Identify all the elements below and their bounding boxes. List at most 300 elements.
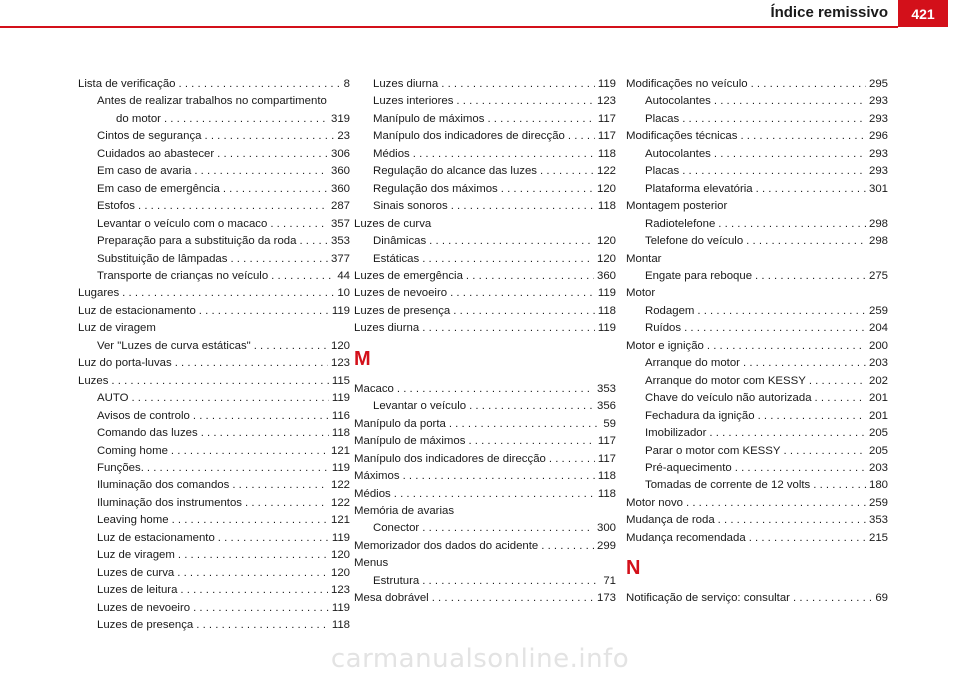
- index-entry: [78, 512, 350, 529]
- index-term: Placas: [645, 165, 680, 178]
- index-term: Avisos de controlo: [97, 409, 190, 422]
- index-term: Modificações no veículo: [626, 78, 748, 90]
- index-term: Iluminação dos instrumentos: [97, 496, 242, 509]
- index-term: Luzes de presença: [354, 304, 451, 317]
- index-entry: [78, 93, 350, 110]
- index-entry: [78, 268, 350, 285]
- dot-leader: [394, 486, 595, 503]
- index-page-number: 120: [596, 235, 616, 248]
- index-entry: [626, 268, 888, 285]
- dot-leader: [568, 128, 595, 145]
- index-term: Tomadas de corrente de 12 volts: [645, 479, 811, 492]
- index-term: Luzes de nevoeiro: [97, 601, 191, 614]
- section-letter-n: N: [626, 557, 641, 580]
- dot-leader: [709, 425, 866, 442]
- index-entry: [626, 198, 888, 215]
- index-entry: [78, 547, 350, 564]
- dot-leader: [245, 495, 328, 512]
- dot-leader: [178, 547, 328, 564]
- index-page-number: 259: [868, 496, 888, 509]
- index-column-2: [354, 76, 616, 608]
- index-page-number: 119: [597, 287, 616, 300]
- index-page-number: 201: [868, 409, 888, 422]
- index-entry: [626, 233, 888, 250]
- index-term: Lista de verificação: [78, 78, 176, 90]
- dot-leader: [271, 268, 334, 285]
- index-term: Luzes diurna: [354, 322, 420, 335]
- index-entry: [78, 460, 350, 477]
- index-term: Ver "Luzes de curva estáticas": [97, 339, 251, 352]
- index-page-number: 120: [330, 339, 350, 352]
- dot-leader: [164, 111, 328, 128]
- index-term: Luz de viragem: [78, 322, 156, 335]
- index-entry: [354, 93, 616, 110]
- index-page-number: 119: [331, 304, 350, 317]
- index-entry: [354, 198, 616, 215]
- dot-leader: [549, 451, 595, 468]
- index-term: Memória de avarias: [354, 504, 455, 517]
- index-entry: [78, 303, 350, 320]
- index-entry: [354, 590, 616, 607]
- index-page-number: 122: [596, 165, 616, 178]
- dot-leader: [707, 338, 866, 355]
- index-page-number: 377: [330, 252, 350, 265]
- index-term: Radiotelefone: [645, 217, 716, 230]
- index-entry: [626, 477, 888, 494]
- dot-leader: [441, 76, 595, 93]
- index-entry: [78, 425, 350, 442]
- index-term: Regulação do alcance das luzes: [373, 165, 538, 178]
- index-term: Telefone do veículo: [645, 235, 744, 248]
- dot-leader: [218, 530, 329, 547]
- index-page-number: 120: [330, 549, 350, 562]
- index-page-number: 296: [868, 130, 888, 143]
- index-page-number: 357: [330, 217, 350, 230]
- dot-leader: [743, 355, 866, 372]
- index-term: Lugares: [78, 287, 120, 300]
- index-entry: [626, 146, 888, 163]
- dot-leader: [196, 617, 329, 634]
- index-entry: [626, 251, 888, 268]
- page-header: [0, 0, 960, 27]
- index-page-number: 204: [868, 322, 888, 335]
- index-page-number: 117: [597, 452, 616, 465]
- dot-leader: [456, 93, 594, 110]
- index-term: Plataforma elevatória: [645, 182, 753, 195]
- index-entry: [626, 408, 888, 425]
- index-term: Macaco: [354, 382, 394, 395]
- index-page-number: 120: [330, 566, 350, 579]
- index-term: AUTO: [97, 392, 129, 405]
- dot-leader: [783, 443, 866, 460]
- index-entry: [626, 163, 888, 180]
- dot-leader: [815, 390, 866, 407]
- dot-leader: [193, 408, 329, 425]
- dot-leader: [758, 408, 866, 425]
- index-term: Luzes de nevoeiro: [354, 287, 448, 300]
- dot-leader: [179, 76, 341, 93]
- index-entry: [626, 338, 888, 355]
- index-page-number: 117: [597, 130, 616, 143]
- index-term: Luzes de curva: [97, 566, 175, 579]
- dot-leader: [714, 146, 866, 163]
- index-entry: [626, 93, 888, 110]
- dot-leader: [147, 460, 329, 477]
- index-page-number: 293: [868, 112, 888, 125]
- dot-leader: [422, 520, 594, 537]
- index-entry: [626, 373, 888, 390]
- index-page-number: 215: [868, 531, 888, 544]
- index-term: Preparação para a substituição da roda: [97, 235, 297, 248]
- dot-leader: [193, 600, 329, 617]
- index-term: Manípulo de máximos: [354, 435, 466, 448]
- index-term: Arranque do motor com KESSY: [645, 374, 806, 387]
- index-entry: [354, 468, 616, 485]
- dot-leader: [749, 530, 866, 547]
- index-entry: [626, 303, 888, 320]
- index-term: Motor: [626, 287, 656, 300]
- dot-leader: [468, 433, 594, 450]
- index-entry: [354, 433, 616, 450]
- dot-leader: [204, 128, 334, 145]
- index-entry: [626, 443, 888, 460]
- index-term: Manípulo dos indicadores de direcção: [373, 130, 565, 143]
- index-term: Em caso de avaria: [97, 165, 192, 178]
- index-entry: [354, 128, 616, 145]
- index-term: Rodagem: [645, 304, 695, 317]
- index-entry: [78, 198, 350, 215]
- dot-leader: [541, 538, 594, 555]
- index-entry: [354, 451, 616, 468]
- index-term: Mudança recomendada: [626, 531, 746, 544]
- index-page-number: 293: [868, 95, 888, 108]
- index-term: Em caso de emergência: [97, 182, 220, 195]
- index-term: Estáticas: [373, 252, 420, 265]
- index-entry: [354, 486, 616, 503]
- index-term: Luzes de curva: [354, 217, 432, 230]
- index-term: Comando das luzes: [97, 427, 198, 440]
- dot-leader: [487, 111, 594, 128]
- dot-leader: [422, 320, 595, 337]
- index-term: Luz de estacionamento: [78, 304, 196, 317]
- index-term: Motor e ignição: [626, 339, 704, 352]
- index-entry: [626, 390, 888, 407]
- dot-leader: [175, 355, 328, 372]
- index-entry: [78, 495, 350, 512]
- index-term: Antes de realizar trabalhos no compartimento: [97, 95, 327, 108]
- index-entry: [354, 216, 616, 233]
- index-term: Chave do veículo não autorizada: [645, 392, 812, 405]
- dot-leader: [180, 582, 328, 599]
- dot-leader: [746, 233, 866, 250]
- index-entry: [626, 320, 888, 337]
- dot-leader: [469, 398, 594, 415]
- dot-leader: [413, 146, 595, 163]
- index-entry: [626, 111, 888, 128]
- index-page-number: 353: [596, 382, 616, 395]
- index-term: Sinais sonoros: [373, 200, 448, 213]
- index-entry: [78, 373, 350, 390]
- dot-leader: [194, 163, 328, 180]
- index-term: Estrutura: [373, 574, 420, 587]
- index-entry: [626, 530, 888, 547]
- index-term: Médios: [354, 487, 391, 500]
- watermark: carmanualsonline.info: [330, 644, 630, 674]
- index-page-number: 69: [875, 592, 888, 605]
- index-page-number: 319: [330, 112, 350, 125]
- index-term: Luzes de emergência: [354, 269, 463, 282]
- index-page-number: 119: [331, 531, 350, 544]
- index-entry: [78, 128, 350, 145]
- index-term: Imobilizador: [645, 427, 707, 440]
- dot-leader: [138, 198, 328, 215]
- dot-leader: [453, 303, 595, 320]
- index-page-number: 8: [343, 78, 350, 90]
- index-entry: [78, 530, 350, 547]
- index-page-number: 293: [868, 147, 888, 160]
- dot-leader: [403, 468, 595, 485]
- index-page-number: 23: [337, 130, 350, 143]
- index-entry: [354, 111, 616, 128]
- index-page-number: 259: [868, 304, 888, 317]
- index-term: Luzes de leitura: [97, 584, 178, 597]
- dot-leader: [751, 76, 866, 93]
- index-page-number: 298: [868, 217, 888, 230]
- index-entry: [354, 381, 616, 398]
- index-page-number: 287: [330, 200, 350, 213]
- index-entry: [78, 408, 350, 425]
- index-page-number: 118: [597, 147, 616, 160]
- index-entry: [78, 233, 350, 250]
- index-entry: [78, 285, 350, 302]
- index-term: Manípulo da porta: [354, 417, 446, 430]
- index-term: Levantar o veículo: [373, 400, 467, 413]
- dot-leader: [232, 477, 328, 494]
- index-term: Máximos: [354, 470, 400, 483]
- index-column-3: [626, 76, 888, 608]
- index-term: Engate para reboque: [645, 269, 753, 282]
- index-term: Conector: [373, 522, 420, 535]
- index-page-number: 173: [596, 592, 616, 605]
- index-term: Ruídos: [645, 322, 682, 335]
- index-entry: [354, 303, 616, 320]
- index-entry: [626, 355, 888, 372]
- index-entry: [626, 216, 888, 233]
- index-page-number: 356: [596, 400, 616, 413]
- index-entry: [354, 251, 616, 268]
- dot-leader: [230, 251, 328, 268]
- index-page-number: 59: [603, 417, 616, 430]
- index-entry: [626, 460, 888, 477]
- index-entry: [354, 268, 616, 285]
- index-entry: [354, 146, 616, 163]
- dot-leader: [177, 565, 328, 582]
- dot-leader: [740, 128, 866, 145]
- index-page-number: 118: [331, 427, 350, 440]
- index-page-number: 201: [868, 392, 888, 405]
- dot-leader: [682, 163, 866, 180]
- index-term: Funções.: [97, 461, 144, 474]
- dot-leader: [131, 390, 328, 407]
- index-page-number: 122: [330, 479, 350, 492]
- dot-leader: [422, 573, 600, 590]
- index-page-number: 71: [603, 574, 616, 587]
- index-page-number: 202: [868, 374, 888, 387]
- dot-leader: [501, 181, 594, 198]
- index-page-number: 299: [596, 539, 616, 552]
- index-term: Luz de estacionamento: [97, 531, 215, 544]
- index-page-number: 360: [596, 269, 616, 282]
- index-entry: [78, 582, 350, 599]
- page-title: Índice remissivo: [770, 4, 888, 21]
- dot-leader: [449, 416, 601, 433]
- index-page-number: 293: [868, 165, 888, 178]
- dot-leader: [756, 181, 866, 198]
- section-letter-m: M: [354, 347, 371, 370]
- index-term: Montar: [626, 252, 662, 265]
- index-term: Levantar o veículo com o macaco: [97, 217, 268, 230]
- index-page-number: 118: [331, 619, 350, 632]
- dot-leader: [718, 216, 866, 233]
- index-page-number: 298: [868, 235, 888, 248]
- index-page-number: 360: [330, 165, 350, 178]
- index-page-number: 205: [868, 444, 888, 457]
- index-term: Fechadura da ignição: [645, 409, 755, 422]
- index-entry: [78, 216, 350, 233]
- index-term: Leaving home: [97, 514, 169, 527]
- dot-leader: [735, 460, 866, 477]
- index-entry: [78, 320, 350, 337]
- index-term: Luzes diurna: [373, 78, 439, 90]
- index-term: Regulação dos máximos: [373, 182, 498, 195]
- index-entry: [78, 338, 350, 355]
- dot-leader: [813, 477, 866, 494]
- index-entry: [354, 503, 616, 520]
- index-page-number: 200: [868, 339, 888, 352]
- dot-leader: [299, 233, 328, 250]
- dot-leader: [397, 381, 594, 398]
- index-page-number: 123: [330, 584, 350, 597]
- index-page-number: 180: [868, 479, 888, 492]
- index-page-number: 353: [330, 235, 350, 248]
- index-page-number: 203: [868, 357, 888, 370]
- dot-leader: [171, 443, 328, 460]
- index-page-number: 121: [330, 444, 350, 457]
- index-page-number: 121: [330, 514, 350, 527]
- index-entry: [626, 181, 888, 198]
- index-entry: [354, 573, 616, 590]
- index-entry: [354, 181, 616, 198]
- index-entry: [626, 590, 888, 607]
- index-page-number: 119: [331, 392, 350, 405]
- dot-leader: [201, 425, 329, 442]
- index-term: Coming home: [97, 444, 168, 457]
- dot-leader: [451, 198, 595, 215]
- index-term: Luz do porta-luvas: [78, 357, 172, 370]
- dot-leader: [682, 111, 866, 128]
- index-term: Transporte de crianças no veículo: [97, 269, 269, 282]
- index-term: Arranque do motor: [645, 357, 740, 370]
- index-term: Luzes: [78, 374, 109, 387]
- index-entry: [626, 495, 888, 512]
- index-entry: [78, 251, 350, 268]
- index-entry: [354, 320, 616, 337]
- index-page-number: 203: [868, 461, 888, 474]
- index-page-number: 115: [331, 374, 350, 387]
- dot-leader: [217, 146, 328, 163]
- index-term: Memorizador dos dados do acidente: [354, 539, 539, 552]
- index-entry: [354, 285, 616, 302]
- index-entry: [78, 76, 350, 93]
- page-number: 421: [898, 0, 948, 27]
- index-entry: [354, 416, 616, 433]
- index-entry: [626, 512, 888, 529]
- index-entry: [78, 443, 350, 460]
- index-page-number: 118: [597, 470, 616, 483]
- index-term: Manípulo dos indicadores de direcção: [354, 452, 546, 465]
- dot-leader: [223, 181, 328, 198]
- index-page-number: 116: [331, 409, 350, 422]
- index-term: Manípulo de máximos: [373, 112, 485, 125]
- index-term: Montagem posterior: [626, 200, 728, 213]
- index-entry: [354, 538, 616, 555]
- index-entry: [626, 128, 888, 145]
- index-term: Mudança de roda: [626, 514, 715, 527]
- index-entry: [78, 146, 350, 163]
- dot-leader: [718, 512, 866, 529]
- index-page-number: 119: [597, 322, 616, 335]
- index-entry: [78, 111, 350, 128]
- index-term: Dinâmicas: [373, 235, 427, 248]
- index-column-1: [78, 76, 350, 635]
- index-page-number: 117: [597, 112, 616, 125]
- index-page-number: 117: [597, 435, 616, 448]
- index-page-number: 301: [868, 182, 888, 195]
- dot-leader: [254, 338, 328, 355]
- index-page-number: 123: [330, 357, 350, 370]
- index-page-number: 118: [597, 200, 616, 213]
- index-term: Modificações técnicas: [626, 130, 738, 143]
- index-entry: [78, 163, 350, 180]
- index-term: Luzes interiores: [373, 95, 454, 108]
- index-entry: [78, 181, 350, 198]
- dot-leader: [270, 216, 328, 233]
- index-entry: [626, 425, 888, 442]
- dot-leader: [199, 303, 329, 320]
- index-entry: [78, 477, 350, 494]
- dot-leader: [793, 590, 872, 607]
- index-term: Motor novo: [626, 496, 683, 509]
- dot-leader: [686, 495, 866, 512]
- index-term: Luz de viragem: [97, 549, 175, 562]
- dot-leader: [111, 373, 328, 390]
- index-term: Luzes de presença: [97, 619, 194, 632]
- dot-leader: [422, 251, 594, 268]
- dot-leader: [697, 303, 866, 320]
- dot-leader: [684, 320, 866, 337]
- dot-leader: [122, 285, 334, 302]
- index-page-number: 119: [331, 461, 350, 474]
- index-term: Estofos: [97, 200, 135, 213]
- dot-leader: [450, 285, 595, 302]
- index-term: Cuidados ao abastecer: [97, 147, 215, 160]
- header-rule: [0, 26, 898, 28]
- index-entry: [78, 617, 350, 634]
- index-entry: [78, 565, 350, 582]
- index-term: Autocolantes: [645, 147, 711, 160]
- index-term: Autocolantes: [645, 95, 711, 108]
- index-entry: [354, 163, 616, 180]
